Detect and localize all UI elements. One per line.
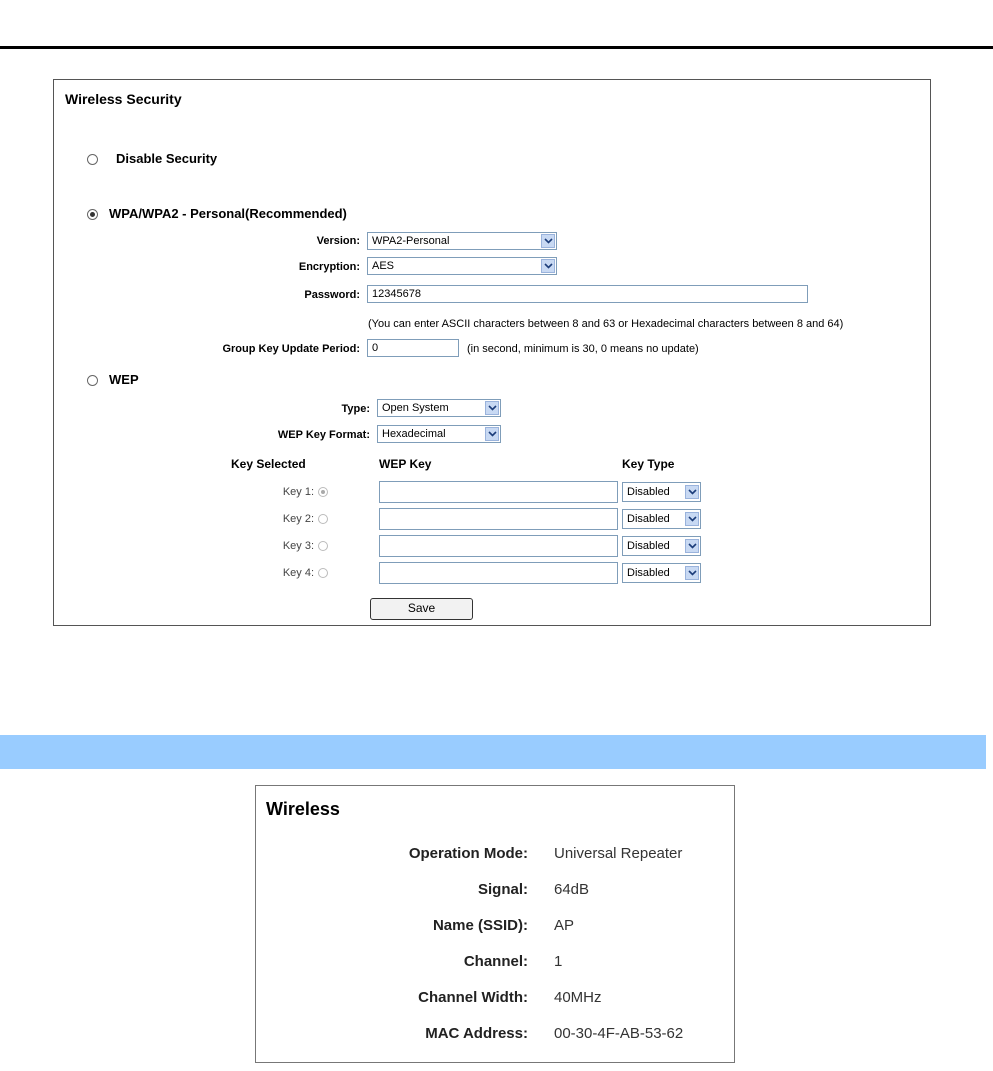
key-2-radio[interactable] [318,514,328,524]
version-select[interactable] [367,232,557,250]
wep-type-select[interactable] [377,399,501,417]
key-1-type-value: Disabled [627,486,670,498]
top-divider [0,46,993,49]
key-3-type-value: Disabled [627,540,670,552]
encryption-select-value: AES [372,260,395,272]
wpa-personal-radio[interactable] [87,209,98,220]
col-key-type: Key Type [622,457,675,471]
channel-width-value: 40MHz [554,989,602,1006]
key-3-type-select[interactable] [622,536,701,556]
chevron-down-icon [485,401,499,415]
chevron-down-icon [685,539,699,553]
key-2-input[interactable] [379,508,618,530]
group-key-input-value: 0 [372,342,379,354]
key-4-label: Key 4: [282,567,314,579]
key-2-label: Key 2: [282,513,314,525]
key-2-type-value: Disabled [627,513,670,525]
operation-mode-label: Operation Mode: [408,845,528,862]
save-button[interactable]: Save [370,598,473,620]
key-4-input[interactable] [379,562,618,584]
password-label: Password: [304,289,360,301]
channel-value: 1 [554,953,563,970]
password-hint: (You can enter ASCII characters between 8 and 63 or Hexadecimal characters between 8 and 64) [368,318,844,330]
encryption-label: Encryption: [298,261,360,273]
group-key-hint: (in second, minimum is 30, 0 means no update) [467,343,699,355]
wep-key-format-label: WEP Key Format: [277,429,370,441]
key-2-type-select[interactable] [622,509,701,529]
key-1-input[interactable] [379,481,618,503]
key-4-radio[interactable] [318,568,328,578]
wep-key-format-select[interactable] [377,425,501,443]
key-4-type-select[interactable] [622,563,701,583]
key-3-input[interactable] [379,535,618,557]
key-4-type-value: Disabled [627,567,670,579]
operation-mode-value: Universal Repeater [554,845,683,862]
wep-key-format-select-value: Hexadecimal [382,428,446,440]
password-input[interactable] [367,285,808,303]
key-3-label: Key 3: [282,540,314,552]
col-key-selected: Key Selected [231,457,306,471]
section-band [0,735,986,769]
key-1-radio[interactable] [318,487,328,497]
signal-value: 64dB [554,881,590,898]
chevron-down-icon [541,234,555,248]
group-key-label: Group Key Update Period: [222,343,360,355]
chevron-down-icon [685,512,699,526]
key-1-label: Key 1: [282,486,314,498]
mac-address-label: MAC Address: [425,1025,528,1042]
wep-type-label: Type: [341,403,370,415]
wep-label: WEP [109,372,139,387]
chevron-down-icon [541,259,555,273]
encryption-select[interactable] [367,257,557,275]
password-input-value: 12345678 [372,288,421,300]
chevron-down-icon [485,427,499,441]
disable-security-label: Disable Security [116,151,218,166]
disable-security-radio[interactable] [87,154,98,165]
chevron-down-icon [685,566,699,580]
ssid-value: AP [554,917,575,934]
wep-radio[interactable] [87,375,98,386]
ssid-label: Name (SSID): [432,917,528,934]
col-wep-key: WEP Key [379,457,432,471]
wireless-title: Wireless [266,799,340,819]
signal-label: Signal: [477,881,528,898]
wpa-personal-label: WPA/WPA2 - Personal(Recommended) [109,206,347,221]
version-select-value: WPA2-Personal [372,235,450,247]
key-1-type-select[interactable] [622,482,701,502]
panel-title: Wireless Security [65,91,182,107]
mac-address-value: 00-30-4F-AB-53-62 [554,1025,684,1042]
wep-type-select-value: Open System [382,402,449,414]
key-3-radio[interactable] [318,541,328,551]
channel-label: Channel: [463,953,528,970]
channel-width-label: Channel Width: [418,989,528,1006]
version-label: Version: [316,235,360,247]
group-key-input[interactable] [367,339,459,357]
chevron-down-icon [685,485,699,499]
